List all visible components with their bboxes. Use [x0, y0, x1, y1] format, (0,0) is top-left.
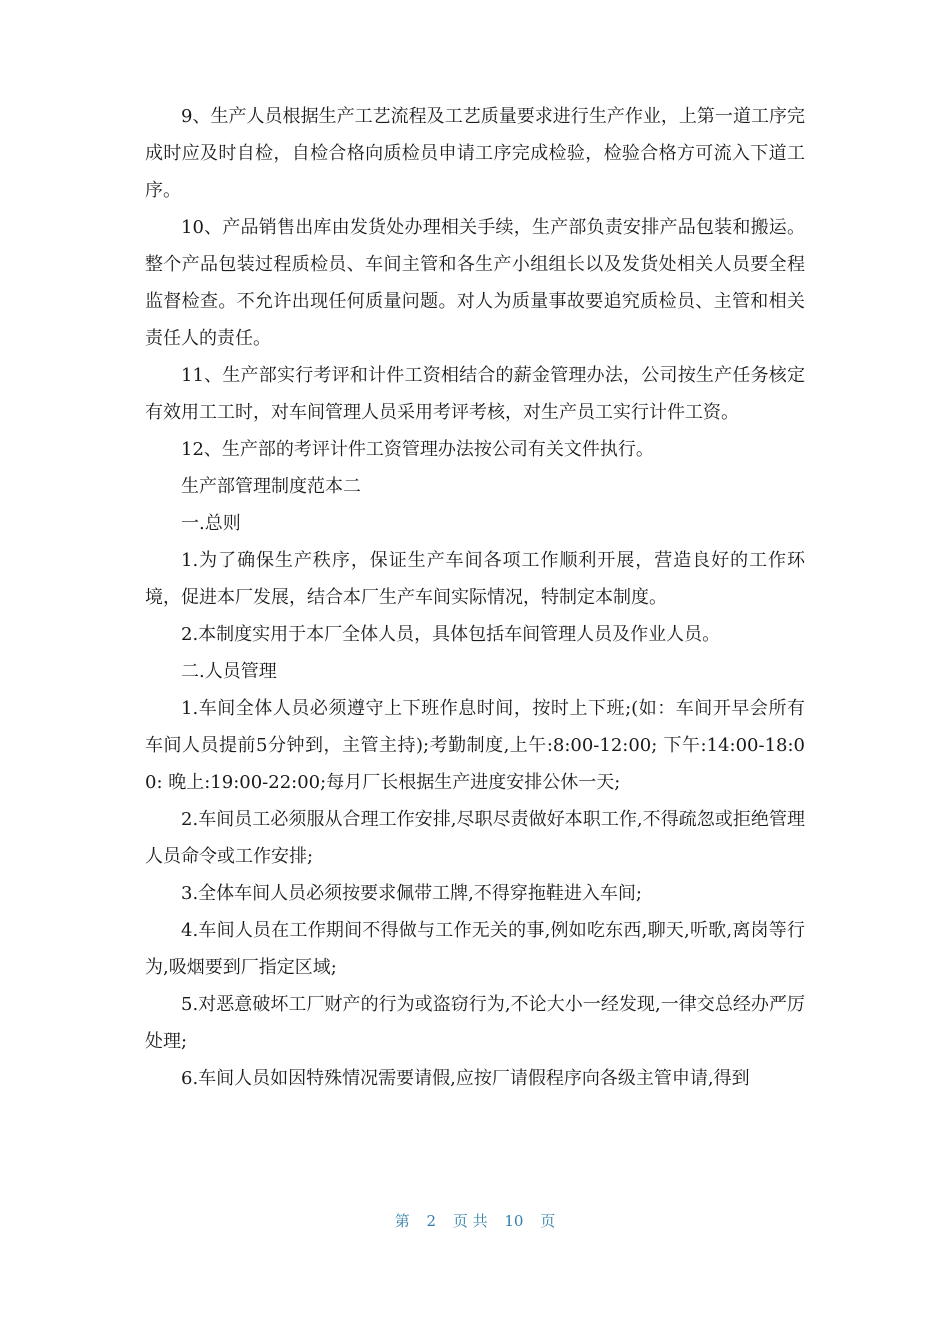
personnel-item-1: 1.车间全体人员必须遵守上下班作息时间，按时上下班;(如：车间开早会所有车间人员提前5分钟到，主管主持);考勤制度,上午:8:00-12:00; 下午:14:00-18:00: 晚上:19:00-22:00;每月厂长根据生产进度安排公休一天;	[145, 698, 805, 793]
paragraph-item-10: 10、产品销售出库由发货处办理相关手续，生产部负责安排产品包装和搬运。整个产品包装过程质检员、车间主管和各生产小组组长以及发货处相关人员要全程监督检查。不允许出现任何质量问题。对人为质量事故要追究质检员、主管和相关责任人的责任。	[145, 217, 805, 349]
footer-suffix: 页	[540, 1212, 556, 1230]
footer-total-pages: 10	[504, 1212, 524, 1230]
page-footer	[0, 1210, 950, 1231]
footer-middle: 页 共	[452, 1212, 488, 1230]
personnel-item-3: 3.全体车间人员必须按要求佩带工牌,不得穿拖鞋进入车间;	[181, 883, 642, 904]
personnel-item-2: 2.车间员工必须服从合理工作安排,尽职尽责做好本职工作,不得疏忽或拒绝管理人员命令或工作安排;	[145, 809, 805, 867]
paragraph-item-9: 9、生产人员根据生产工艺流程及工艺质量要求进行生产作业，上第一道工序完成时应及时自检，自检合格向质检员申请工序完成检验，检验合格方可流入下道工序。	[145, 106, 805, 201]
personnel-item-6: 6.车间人员如因特殊情况需要请假,应按厂请假程序向各级主管申请,得到	[181, 1068, 750, 1089]
footer-prefix: 第	[394, 1212, 410, 1230]
footer-current-page: 2	[426, 1212, 437, 1230]
section-title: 生产部管理制度范本二	[181, 476, 361, 497]
personnel-item-4: 4.车间人员在工作期间不得做与工作无关的事,例如吃东西,聊天,听歌,离岗等行为,吸烟要到厂指定区域;	[145, 920, 805, 978]
document-body	[145, 98, 805, 1097]
section-heading-personnel: 二.人员管理	[181, 661, 277, 682]
general-item-1: 1.为了确保生产秩序，保证生产车间各项工作顺利开展，营造良好的工作环境，促进本厂发展，结合本厂生产车间实际情况，特制定本制度。	[145, 550, 805, 608]
paragraph-item-12: 12、生产部的考评计件工资管理办法按公司有关文件执行。	[181, 439, 654, 460]
section-heading-general: 一.总则	[181, 513, 241, 534]
general-item-2: 2.本制度实用于本厂全体人员，具体包括车间管理人员及作业人员。	[181, 624, 721, 645]
personnel-item-5: 5.对恶意破坏工厂财产的行为或盗窃行为,不论大小一经发现,一律交总经办严厉处理;	[145, 994, 805, 1052]
paragraph-item-11: 11、生产部实行考评和计件工资相结合的薪金管理办法，公司按生产任务核定有效用工工时，对车间管理人员采用考评考核，对生产员工实行计件工资。	[145, 365, 805, 423]
